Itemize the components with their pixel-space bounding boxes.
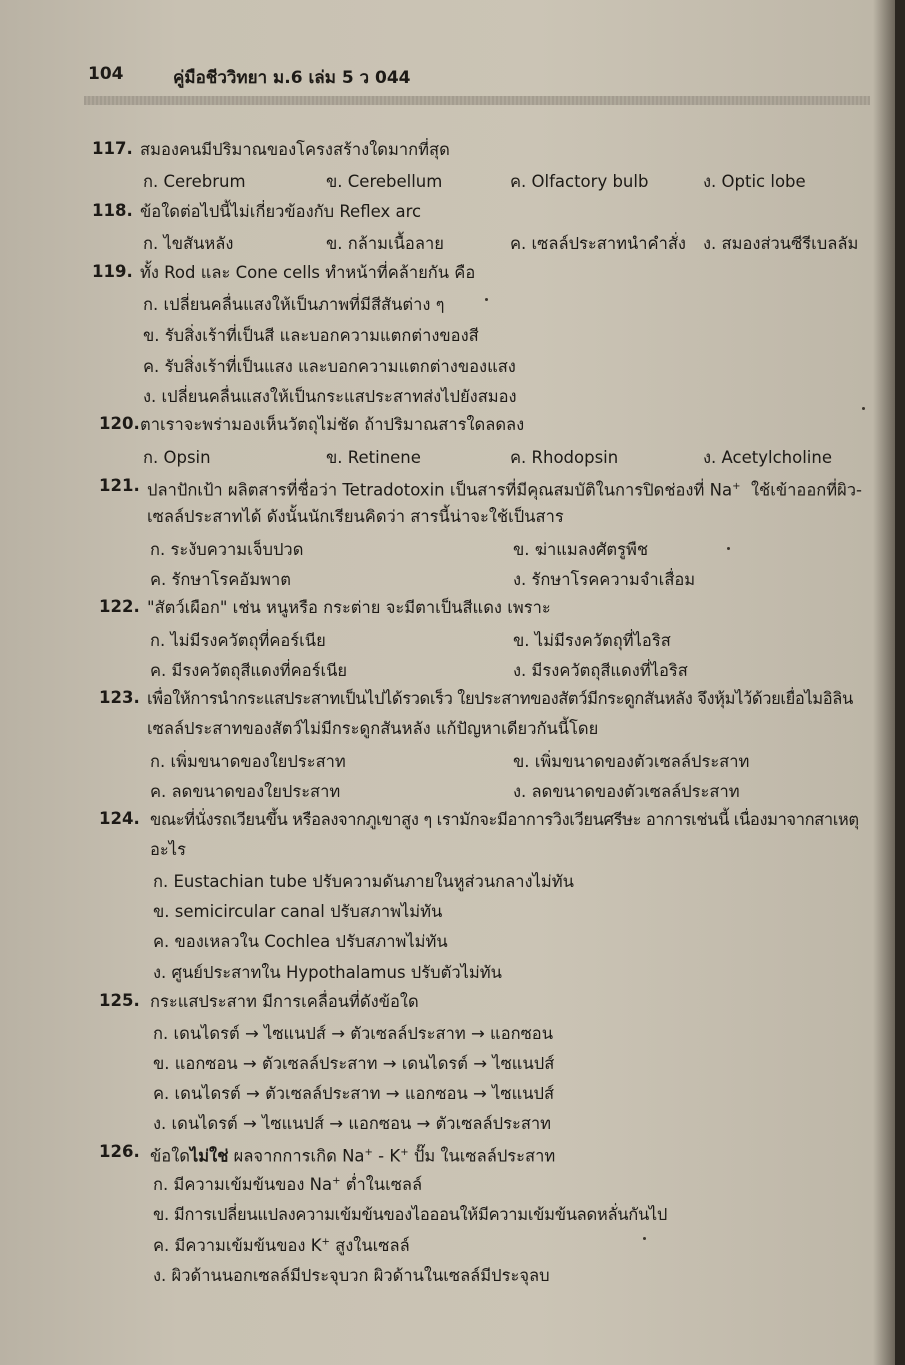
question-text: กระแสประสาท มีการเคลื่อนที่ดังข้อใด [150,992,419,1011]
emphasis-not: ไม่ใช่ [189,1146,229,1166]
question-text: "สัตว์เผือก" เช่น หนูหรือ กระต่าย จะมีตาเป็นสีแดง เพราะ [147,598,551,617]
option-b: ข. Cerebellum [326,172,443,191]
option-d: ง. Optic lobe [703,172,806,191]
question-text: ตาเราจะพร่ามองเห็นวัตถุไม่ชัด ถ้าปริมาณสารใดลดลง [140,415,525,434]
question-number: 121. [99,476,140,495]
question-number: 122. [99,597,140,616]
question-text-cont: เซลล์ประสาทได้ ดังนั้นนักเรียนคิดว่า สารนี้น่าจะใช้เป็นสาร [147,507,564,526]
question-text-cont: อะไร [150,840,186,859]
print-speck [643,1237,646,1240]
option-c: ค. มีความเข้มข้นของ K+ สูงในเซลล์ [153,1236,410,1255]
question-text: ทั้ง Rod และ Cone cells ทำหน้าที่คล้ายกัน คือ [140,263,476,282]
option-a: ก. Opsin [143,448,211,467]
option-a: ก. ไม่มีรงควัตถุที่คอร์เนีย [150,631,326,650]
option-c: ค. เซลล์ประสาทนำคำสั่ง [510,234,686,253]
question-number: 117. [92,139,133,158]
option-b: ข. ไม่มีรงควัตถุที่ไอริส [513,631,671,650]
option-b: ข. แอกซอน → ตัวเซลล์ประสาท → เดนไดรต์ → ไซแนปส์ [153,1054,555,1073]
header-rule [84,96,870,105]
page-number: 104 [88,64,124,84]
option-c: ค. ของเหลวใน Cochlea ปรับสภาพไม่ทัน [153,932,448,951]
option-a: ก. เปลี่ยนคลื่นแสงให้เป็นภาพที่มีสีสันต่าง ๆ [143,295,445,314]
option-a: ก. เดนไดรต์ → ไซแนปส์ → ตัวเซลล์ประสาท → แอกซอน [153,1024,553,1043]
option-b: ข. เพิ่มขนาดของตัวเซลล์ประสาท [513,752,750,771]
question-text: ปลาปักเป้า ผลิตสารที่ชื่อว่า Tetradotoxin เป็นสารที่มีคุณสมบัติในการปิดช่องที่ Na+ ใช้เข้าออกที่ผิว- [147,480,862,500]
question-number: 126. [99,1142,140,1161]
print-speck [485,298,488,301]
question-number: 125. [99,991,140,1010]
option-a: ก. ไขสันหลัง [143,234,234,253]
option-c: ค. Olfactory bulb [510,172,649,191]
option-c: ค. รับสิ่งเร้าที่เป็นแสง และบอกความแตกต่างของแสง [143,357,516,376]
question-text: ขณะที่นั่งรถเวียนขึ้น หรือลงจากภูเขาสูง ๆ เรามักจะมีอาการวิงเวียนศรีษะ อาการเช่นนี้ เนื่องมาจากสาเหตุ [150,810,859,829]
option-d: ง. ลดขนาดของตัวเซลล์ประสาท [513,782,740,801]
option-b: ข. Retinene [326,448,421,467]
option-a: ก. Eustachian tube ปรับความดันภายในหูส่วนกลางไม่ทัน [153,872,574,891]
option-c: ค. Rhodopsin [510,448,619,467]
option-b: ข. รับสิ่งเร้าที่เป็นสี และบอกความแตกต่างของสี [143,326,479,345]
option-a: ก. มีความเข้มข้นของ Na+ ต่ำในเซลล์ [153,1175,423,1194]
option-b: ข. มีการเปลี่ยนแปลงความเข้มข้นของไอออนให้มีความเข้มข้นลดหลั่นกันไป [153,1205,668,1224]
question-text-cont: เซลล์ประสาทของสัตว์ไม่มีกระดูกสันหลัง แก้ปัญหาเดียวกันนี้โดย [147,719,599,738]
option-b: ข. ฆ่าแมลงศัตรูพืช [513,540,649,559]
option-c: ค. มีรงควัตถุสีแดงที่คอร์เนีย [150,661,348,680]
option-d: ง. รักษาโรคความจำเสื่อม [513,570,696,589]
question-number: 119. [92,262,133,281]
question-text: ข้อใดไม่ใช่ ผลจากการเกิด Na+ - K+ ปั๊ม ในเซลล์ประสาท [150,1146,556,1166]
question-number: 118. [92,201,133,220]
option-b: ข. semicircular canal ปรับสภาพไม่ทัน [153,902,443,921]
book-title: คู่มือชีววิทยา ม.6 เล่ม 5 ว 044 [173,68,411,88]
option-a: ก. เพิ่มขนาดของใยประสาท [150,752,346,771]
option-d: ง. เปลี่ยนคลื่นแสงให้เป็นกระแสประสาทส่งไปยังสมอง [143,387,517,406]
option-b: ข. กล้ามเนื้อลาย [326,234,444,253]
print-speck [727,547,730,550]
option-d: ง. มีรงควัตถุสีแดงที่ไอริส [513,661,688,680]
question-number: 120. [99,414,140,433]
option-d: ง. Acetylcholine [703,448,832,467]
question-number: 123. [99,688,140,707]
superscript-plus: + [732,481,741,492]
option-c: ค. รักษาโรคอัมพาต [150,570,291,589]
option-c: ค. ลดขนาดของใยประสาท [150,782,341,801]
option-d: ง. เดนไดรต์ → ไซแนปส์ → แอกซอน → ตัวเซลล์ประสาท [153,1114,552,1133]
option-a: ก. Cerebrum [143,172,246,191]
option-d: ง. ศูนย์ประสาทใน Hypothalamus ปรับตัวไม่ทัน [153,963,502,982]
question-text: เพื่อให้การนำกระแสประสาทเป็นไปได้รวดเร็ว ใยประสาทของสัตว์มีกระดูกสันหลัง จึงหุ้มไว้ด้วยเยื่อไมอิลิน [147,689,853,708]
page-binding-shadow [873,0,895,1365]
question-text: ข้อใดต่อไปนี้ไม่เกี่ยวข้องกับ Reflex arc [140,202,422,221]
option-c: ค. เดนไดรต์ → ตัวเซลล์ประสาท → แอกซอน → ไซแนปส์ [153,1084,555,1103]
print-speck [862,407,865,410]
page-header [88,62,868,92]
option-a: ก. ระงับความเจ็บปวด [150,540,304,559]
option-d: ง. สมองส่วนซีรีเบลลัม [703,234,859,253]
question-text: สมองคนมีปริมาณของโครงสร้างใดมากที่สุด [140,140,450,159]
option-d: ง. ผิวด้านนอกเซลล์มีประจุบวก ผิวด้านในเซลล์มีประจุลบ [153,1266,550,1285]
question-number: 124. [99,809,140,828]
